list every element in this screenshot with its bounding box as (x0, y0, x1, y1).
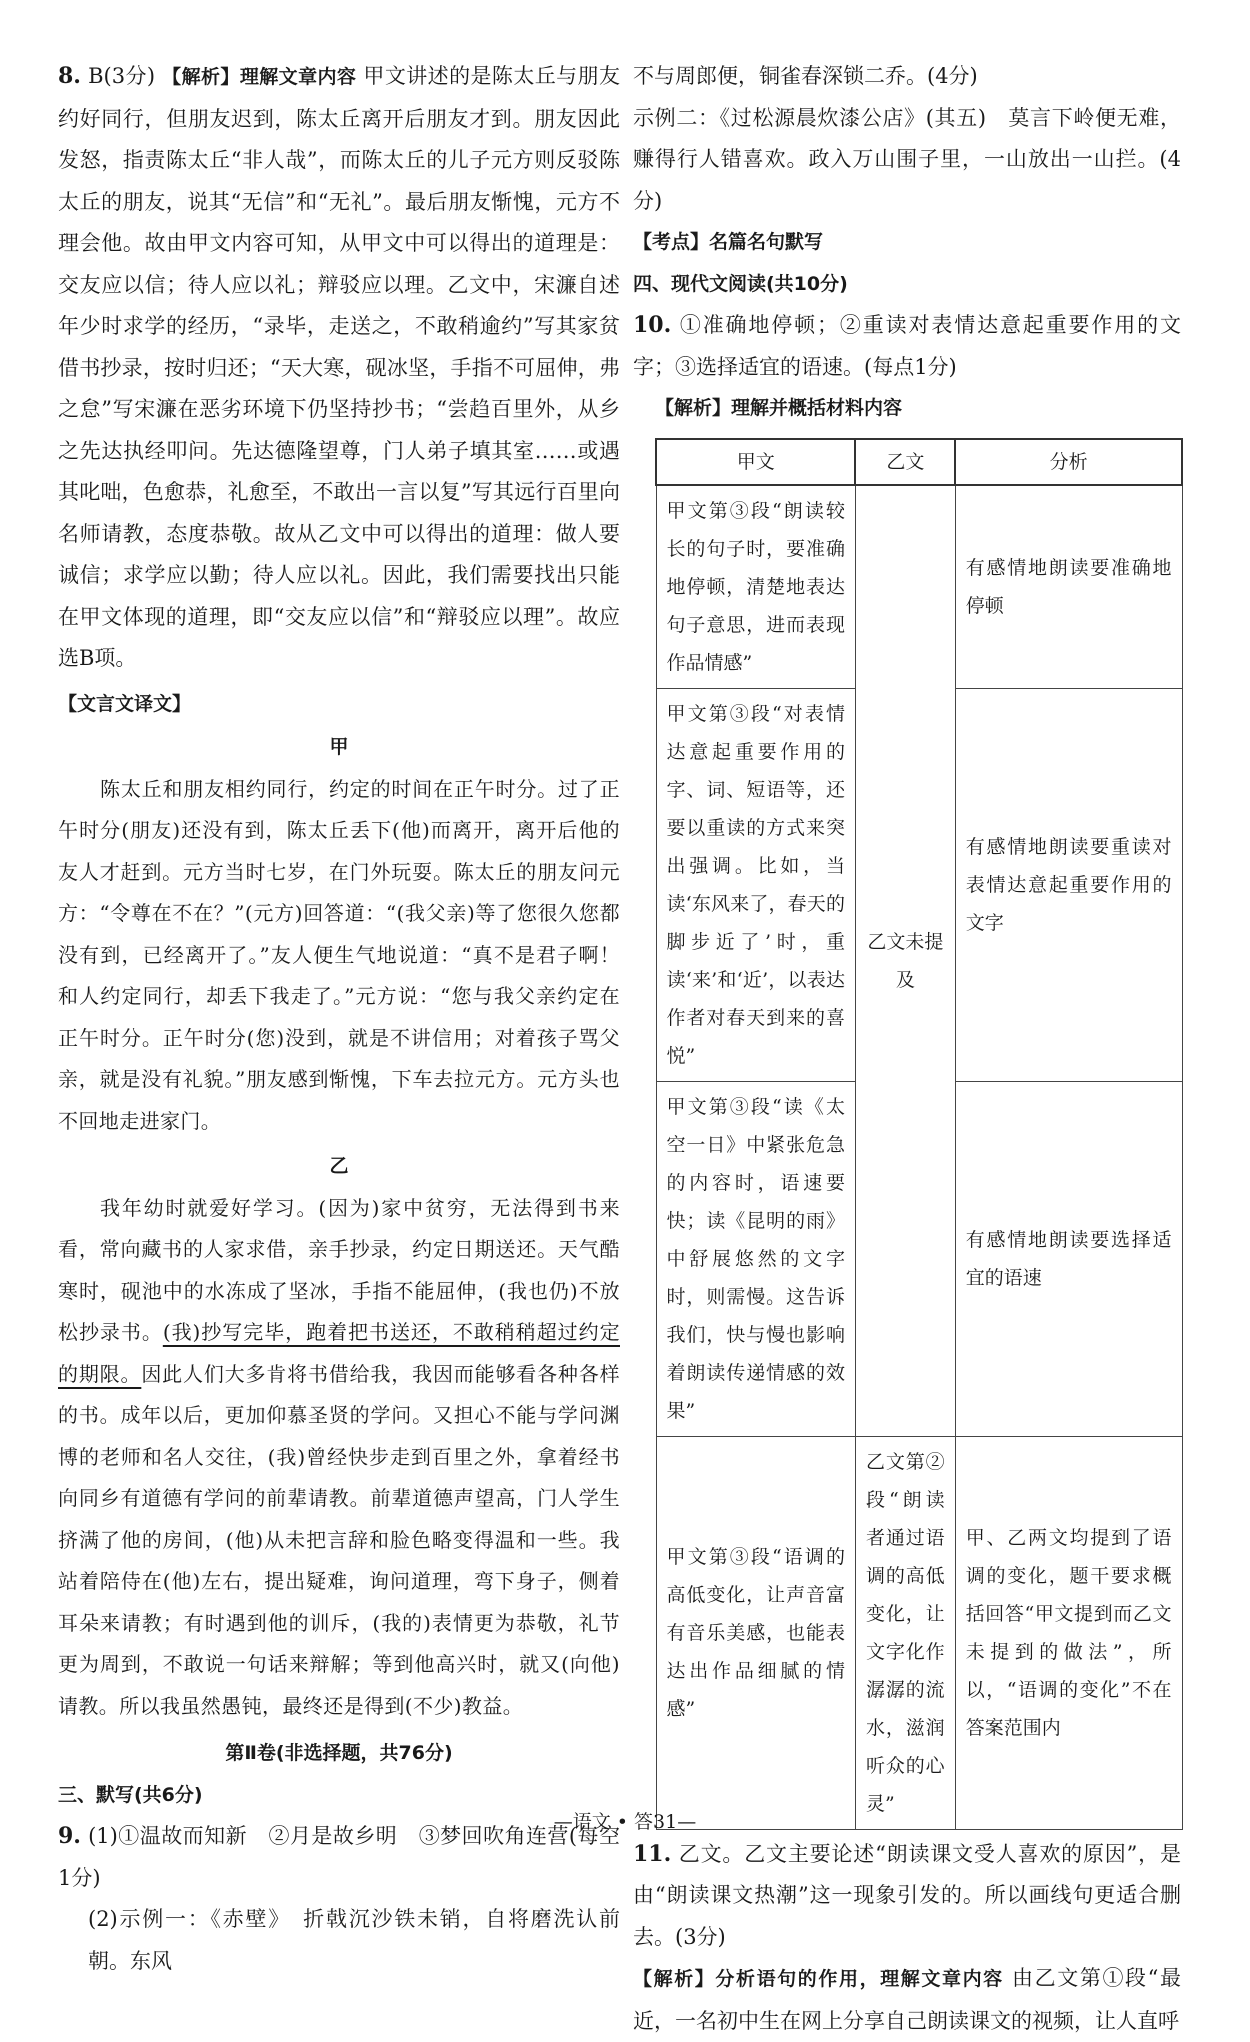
table-row (656, 1436, 1182, 1829)
table-cell-analysis: 甲、乙两文均提到了语调的变化，题干要求概括回答“甲文提到而乙文未提到的做法”，所以，“语调的变化”不在答案范围内 (955, 1436, 1182, 1829)
page-footer: —语文 • 答31— (553, 1811, 697, 1833)
q10-answer (633, 305, 1181, 388)
q10-analysis-tag: 【解析】理解并概括材料内容 (655, 397, 903, 419)
table-cell-jia: 甲文第③段“读《太空一日》中紧张危急的内容时，语速要快；读《昆明的雨》中舒展悠然的文字时，则需慢。这告诉我们，快与慢也影响着朗读传递情感的效果” (656, 1081, 855, 1436)
q11-number: 11. (633, 1840, 672, 1867)
kaodian-tag: 【考点】名篇名句默写 (633, 231, 824, 253)
yi-title: 乙 (329, 1155, 349, 1177)
q9-continued: 不与周郎便，铜雀春深锁二乔。(4分) (633, 64, 978, 88)
q8-number: 8. (58, 63, 81, 89)
table-header-jia: 甲文 (656, 439, 855, 485)
table-header-row (656, 439, 1182, 485)
q11-analysis-tag: 【解析】分析语句的作用，理解文章内容 (633, 1968, 1004, 1990)
q9-part2: (2)示例一：《赤壁》 折戟沉沙铁未销，自将磨洗认前朝。东风 (88, 1907, 620, 1973)
q11-answer (633, 1834, 1181, 1959)
comparison-table (655, 438, 1183, 1830)
table-cell-jia: 甲文第③段“对表情达意起重要作用的字、词、短语等，还要以重读的方式来突出强调。比如，当读‘东风来了，春天的脚步近了’时，重读‘来’和‘近’，以表达作者对春天到来的喜悦” (656, 688, 855, 1081)
q9-example2: 示例二：《过松源晨炊漆公店》(其五) 莫言下岭便无难，赚得行人错喜欢。政入万山围子里，一山放出一山拦。(4分) (633, 105, 1181, 213)
q9-part1-text: (1)①温故而知新 ②月是故乡明 ③梦回吹角连营(每空1分) (58, 1824, 620, 1890)
right-column (633, 56, 1181, 2042)
q10-text: ①准确地停顿；②重读对表情达意起重要作用的文字；③选择适宜的语速。(每点1分) (633, 313, 1181, 379)
yi-text-before: 我年幼时就爱好学习。(因为)家中贫穷，无法得到书来看，常向藏书的人家求借，亲手抄录，约定日期送还。天气酷寒时，砚池中的水冻成了坚冰，手指不能屈伸，(我也仍)不放松抄录书。 (58, 1195, 620, 1344)
table-header-analysis: 分析 (955, 439, 1182, 485)
q10-number: 10. (633, 312, 672, 338)
jia-translation-text: 陈太丘和朋友相约同行，约定的时间在正午时分。过了正午时分(朋友)还没有到，陈太丘丢下(他)而离开，离开后他的友人才赶到。元方当时七岁，在门外玩耍。陈太丘的朋友问元方：“令尊在不在？”(元方)回答道：“(我父亲)等了您很久您都没有到，已经离开了。”友人便生气地说道：“真不是君子啊！和人约定同行，却丢下我走了。”元方说：“您与我父亲约定在正午时分。正午时分(您)没到，就是不讲信用；对着孩子骂父亲，就是没有礼貌。”朋友感到惭愧，下车去拉元方。元方头也不回地走进家门。 (58, 776, 620, 1133)
section2-title: 第Ⅱ卷(非选择题，共76分) (225, 1742, 453, 1764)
q11-analysis-text: 由乙文第①段“最近，一名初中生在网上分享自己朗读课文的视频，让人直呼 (633, 1966, 1181, 2033)
table-cell-yi: 乙文第②段“朗读者通过语调的高低变化，让文字化作潺潺的流水，滋润听众的心灵” (855, 1436, 955, 1829)
table-header-yi: 乙文 (855, 439, 955, 485)
jia-title: 甲 (329, 736, 349, 758)
q8-analysis-text: 甲文讲述的是陈太丘与朋友约好同行，但朋友迟到，陈太丘离开后朋友才到。朋友因此发怒，指责陈太丘“非人哉”，而陈太丘的儿子元方则反驳陈太丘的朋友，说其“无信”和“无礼”。最后朋友惭愧，元方不理会他。故由甲文内容可知，从甲文中可以得出的道理是：交友应以信；待人应以礼；辩驳应以理。乙文中，宋濂自述年少时求学的经历，“录毕，走送之，不敢稍逾约”写其家贫借书抄录，按时归还；“天大寒，砚冰坚，手指不可屈伸，弗之怠”写宋濂在恶劣环境下仍坚持抄书；“尝趋百里外，从乡之先达执经叩问。先达德隆望尊，门人弟子填其室……或遇其叱咄，色愈恭，礼愈至，不敢出一言以复”写其远行百里向名师请教，态度恭敬。故从乙文中可以得出的道理：做人要诚信；求学应以勤；待人应以礼。因此，我们需要找出只能在甲文体现的道理，即“交友应以信”和“辩驳应以理”。故应选B项。 (58, 64, 620, 670)
q9-number: 9. (58, 1823, 81, 1849)
q11-text: 乙文。乙文主要论述“朗读课文受人喜欢的原因”，是由“朗读课文热潮”这一现象引发的。所以画线句更适合删去。(3分) (633, 1841, 1181, 1949)
table-cell-jia: 甲文第③段“朗读较长的句子时，要准确地停顿，清楚地表达句子意思，进而表现作品情感” (656, 485, 855, 689)
left-column (58, 56, 620, 1982)
table-row (656, 485, 1182, 689)
table-cell-analysis: 有感情地朗读要重读对表情达意起重要作用的文字 (955, 688, 1182, 1081)
q8-answer (58, 56, 620, 680)
table-cell-analysis: 有感情地朗读要选择适宜的语速 (955, 1081, 1182, 1436)
table-cell-analysis: 有感情地朗读要准确地停顿 (955, 485, 1182, 689)
section4-title: 四、现代文阅读(共10分) (633, 272, 848, 295)
table-cell-jia: 甲文第③段“语调的高低变化，让声音富有音乐美感，也能表达出作品细腻的情感” (656, 1436, 855, 1829)
table-cell-yi-merged: 乙文未提及 (855, 485, 955, 1437)
yi-text-after: 因此人们大多肯将书借给我，我因而能够看各种各样的书。成年以后，更加仰慕圣贤的学问。又担心不能与学问渊博的老师和名人交往，(我)曾经快步走到百里之外，拿着经书向同乡有道德有学问的前辈请教。前辈道德声望高，门人学生挤满了他的房间，(他)从未把言辞和脸色略变得温和一些。我站着陪侍在(他)左右，提出疑难，询问道理，弯下身子，侧着耳朵来请教；有时遇到他的训斥，(我的)表情更为恭敬，礼节更为周到，不敢说一句话来辩解；等到他高兴时，就又(向他)请教。所以我虽然愚钝，最终还是得到(不少)教益。 (58, 1361, 620, 1718)
yi-translation-text (58, 1188, 620, 1728)
yi-translation (58, 1188, 620, 1728)
q8-choice: B(3分) (88, 64, 156, 88)
jia-translation (58, 769, 620, 1143)
translation-header: 【文言文译文】 (58, 692, 192, 715)
q8-analysis-tag: 【解析】理解文章内容 (162, 66, 357, 88)
yi-underlined-sentence: (我)抄写完毕，跑着把书送还，不敢稍稍超过约定的期限。 (58, 1320, 620, 1386)
q11-analysis (633, 1958, 1181, 2042)
section3-title: 三、默写(共6分) (58, 1783, 203, 1806)
